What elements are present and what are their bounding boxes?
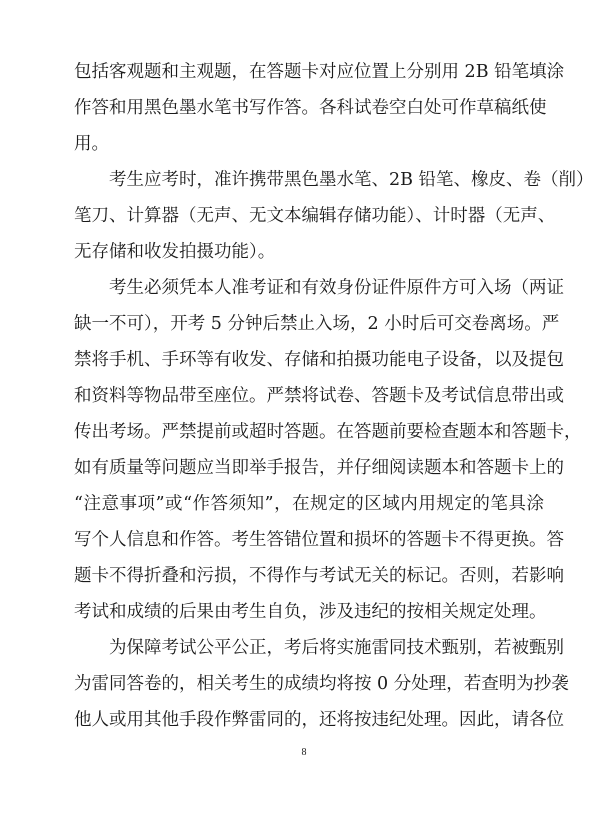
- paragraph-3-line-10: 考试和成绩的后果由考生自负，涉及违纪的按相关规定处理。: [74, 602, 547, 622]
- paragraph-3-line-8: 写个人信息和作答。考生答错位置和损坏的答题卡不得更换。答: [74, 530, 564, 550]
- paragraph-4-line-3: 他人或用其他手段作弊雷同的，还将按违纪处理。因此，请各位: [74, 710, 564, 730]
- paragraph-1-line-3: 用。: [74, 134, 109, 154]
- paragraph-4-line-1: 为保障考试公平公正，考后将实施雷同技术甄别，若被甄别: [109, 638, 564, 658]
- paragraph-3-line-7: “注意事项”或“作答须知”，在规定的区域内用规定的笔具涂: [74, 494, 544, 514]
- paragraph-3-line-4: 和资料等物品带至座位。严禁将试卷、答题卡及考试信息带出或: [74, 386, 564, 406]
- paragraph-1-line-2: 作答和用黑色墨水笔书写作答。各科试卷空白处可作草稿纸使: [74, 98, 547, 118]
- paragraph-3-line-5: 传出考场。严禁提前或超时答题。在答题前要检查题本和答题卡，: [74, 422, 582, 442]
- paragraph-2-line-1: 考生应考时，准许携带黑色墨水笔、2B 铅笔、橡皮、卷（削）: [109, 170, 594, 190]
- paragraph-3-line-6: 如有质量等问题应当即举手报告，并仔细阅读题本和答题卡上的: [74, 458, 564, 478]
- body-text: [74, 54, 594, 738]
- paragraph-2-line-2: 笔刀、计算器（无声、无文本编辑存储功能）、计时器（无声、: [74, 206, 556, 226]
- paragraph-3-line-1: 考生必须凭本人准考证和有效身份证件原件方可入场（两证: [109, 278, 564, 298]
- paragraph-3-line-2: 缺一不可），开考 5 分钟后禁止入场，2 小时后可交卷离场。严: [74, 314, 560, 334]
- paragraph-3-line-3: 禁将手机、手环等有收发、存储和拍摄功能电子设备，以及提包: [74, 350, 564, 370]
- paragraph-4-line-2: 为雷同答卷的，相关考生的成绩均将按 0 分处理，若查明为抄袭: [74, 674, 569, 694]
- paragraph-3-line-9: 题卡不得折叠和污损，不得作与考试无关的标记。否则，若影响: [74, 566, 564, 586]
- paragraph-1-line-1: 包括客观题和主观题，在答题卡对应位置上分别用 2B 铅笔填涂: [74, 62, 565, 82]
- page-number: 8: [301, 747, 307, 758]
- paragraph-2-line-3: 无存储和收发拍摄功能）。: [74, 242, 276, 262]
